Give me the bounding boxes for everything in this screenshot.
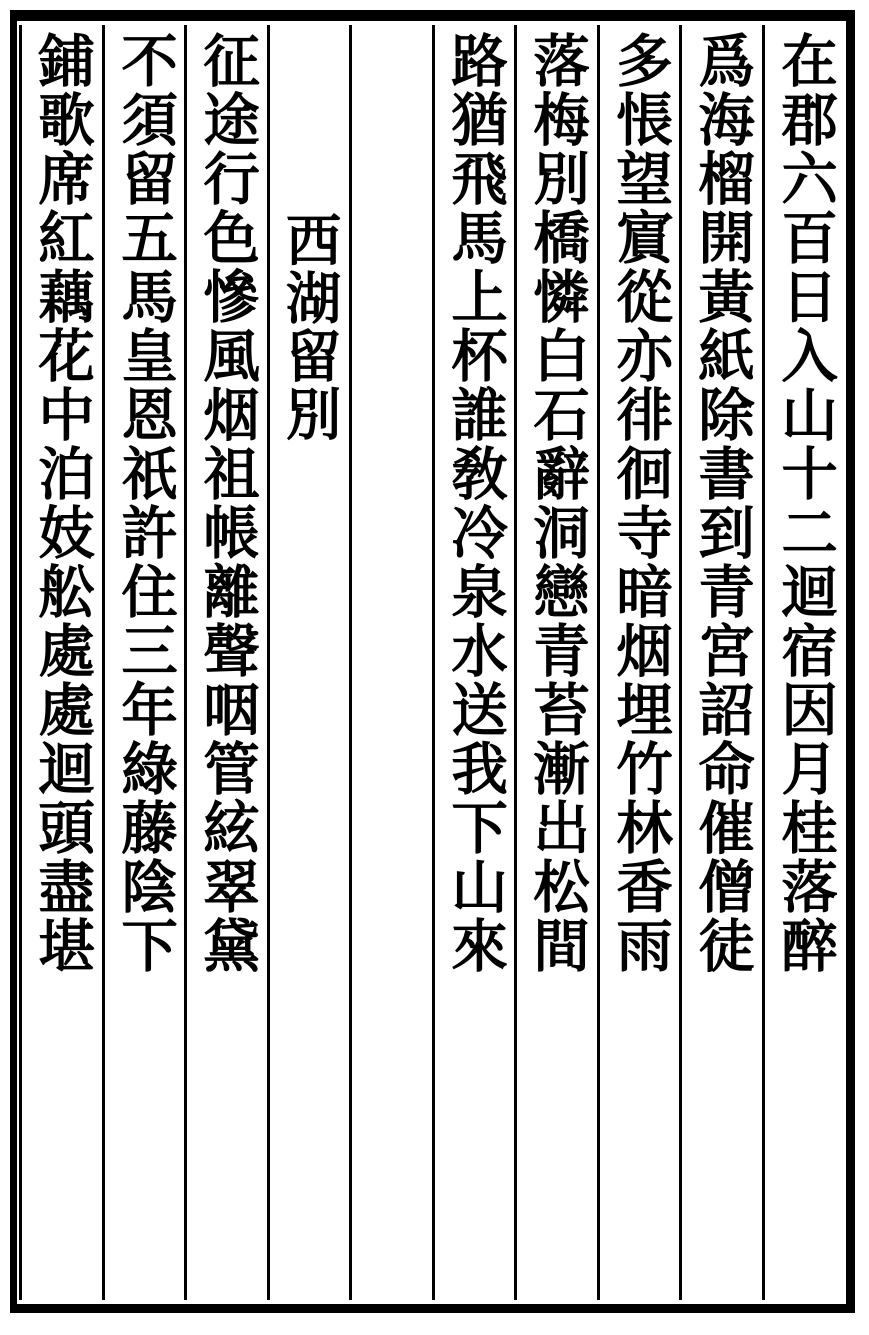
text-column-2 <box>679 25 762 1300</box>
column-text: 路猶飛馬上杯誰敎冷泉水送我下山來 <box>441 31 509 975</box>
column-text: 征途行色慘風烟祖帳離聲咽管絃翠黛 <box>194 31 261 975</box>
block-border-frame <box>10 10 855 1313</box>
text-column-10 <box>19 25 102 1300</box>
text-column-3 <box>597 25 680 1300</box>
text-column-container <box>19 25 844 1300</box>
column-text: 鋪歌席紅藕花中泊妓舩處處迴頭盡堪 <box>29 31 96 975</box>
poem-title: 西湖留別 <box>277 211 343 443</box>
text-column-8 <box>184 25 267 1300</box>
text-column-1 <box>762 25 845 1300</box>
column-text: 不須留五馬皇恩祇許住三年綠藤陰下 <box>111 31 179 975</box>
poem-title-column <box>267 25 350 1300</box>
column-text: 在郡六百日入山十二迴宿因月桂落醉 <box>771 31 839 975</box>
column-text: 多悵望賔從亦徘徊寺暗烟埋竹林香雨 <box>606 31 674 975</box>
text-column-4 <box>514 25 597 1300</box>
text-column-9 <box>102 25 185 1300</box>
text-column-5 <box>432 25 515 1300</box>
column-text: 爲海榴開黃紙除書到青宮詔命催僧徒 <box>689 31 756 975</box>
column-text: 落梅別橋憐白石辭洞戀青苔漸出松間 <box>524 31 591 975</box>
text-column-6-blank <box>349 25 432 1300</box>
